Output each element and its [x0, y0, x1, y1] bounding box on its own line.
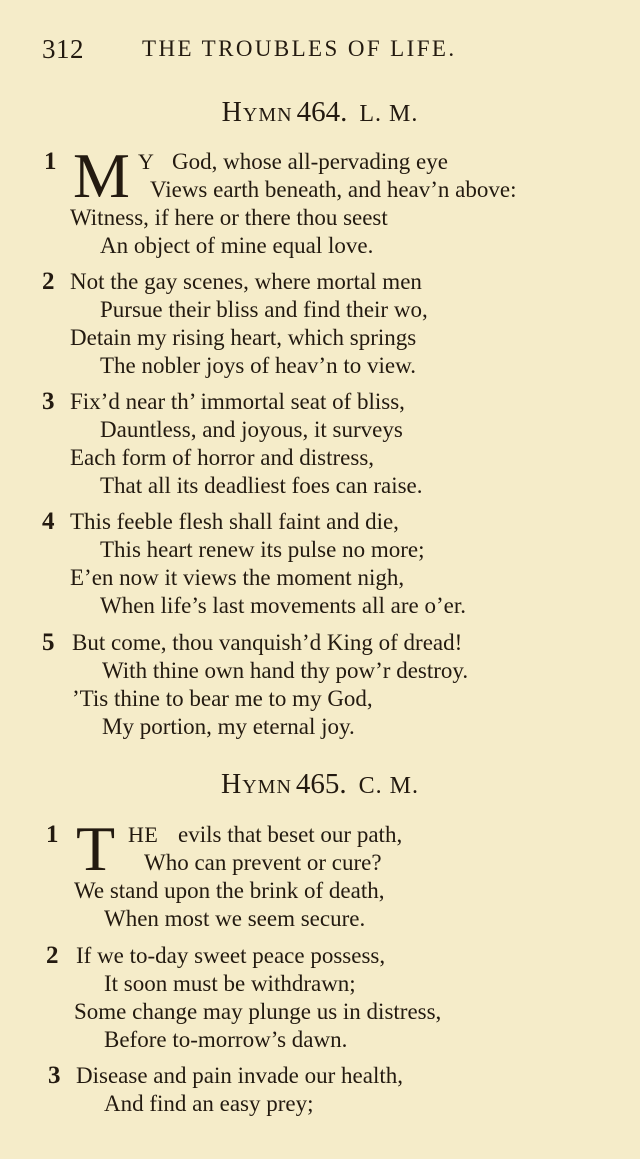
verse-line: ’Tis thine to bear me to my God,: [72, 686, 373, 711]
verse-line: An object of mine equal love.: [100, 233, 374, 258]
verse-number: 1: [44, 148, 57, 175]
hymn-word: Hymn: [221, 97, 293, 128]
running-title: THE TROUBLES OF LIFE.: [142, 36, 457, 61]
verse-line: We stand upon the brink of death,: [74, 878, 385, 903]
hymn-meter: C. M.: [358, 773, 419, 799]
hymn-meter: L. M.: [359, 101, 419, 127]
verse-line: My portion, my eternal joy.: [102, 714, 355, 739]
verse-line: Some change may plunge us in distress,: [74, 999, 442, 1024]
verse-line: This feeble flesh shall faint and die,: [70, 509, 399, 534]
drop-cap: T: [76, 813, 116, 884]
verse-line: God, whose all-pervading eye: [172, 149, 448, 174]
verse-line: Detain my rising heart, which springs: [70, 325, 417, 350]
verse-line: It soon must be withdrawn;: [104, 971, 356, 996]
verse-line: Witness, if here or there thou seest: [70, 205, 388, 230]
hymn-heading: [0, 768, 640, 801]
running-head: [42, 34, 602, 70]
verse-number: 3: [48, 1062, 61, 1089]
verse-line: The nobler joys of heav’n to view.: [100, 353, 416, 378]
page-number: 312: [42, 34, 84, 64]
verse-number: 3: [42, 388, 55, 415]
verse-line: And find an easy prey;: [104, 1091, 314, 1116]
verse-line: When life’s last movements all are o’er.: [100, 593, 466, 618]
verse-line: If we to-day sweet peace possess,: [76, 943, 386, 968]
verse-number: 2: [46, 942, 59, 969]
verse-line: Dauntless, and joyous, it surveys: [100, 417, 403, 442]
verse-number: 1: [46, 821, 59, 848]
verse-number: 4: [42, 508, 55, 535]
drop-cap-continuation: HE: [128, 822, 159, 847]
verse-line: evils that beset our path,: [178, 822, 403, 847]
hymn-word: Hymn: [221, 769, 292, 800]
verse-line: Pursue their bliss and find their wo,: [100, 297, 428, 322]
verse-line: Fix’d near th’ immortal seat of bliss,: [70, 389, 405, 414]
verse-line: Before to-morrow’s dawn.: [104, 1027, 348, 1052]
hymn-number: 465.: [295, 768, 347, 800]
hymn-number: 464.: [296, 96, 348, 128]
drop-cap: M: [73, 140, 130, 211]
verse-line: When most we seem secure.: [104, 906, 366, 931]
verse-number: 2: [42, 268, 55, 295]
verse-line: With thine own hand thy pow’r destroy.: [102, 658, 469, 683]
verse-line: But come, thou vanquish’d King of dread!: [72, 630, 463, 655]
hymn-heading: [0, 96, 640, 129]
verse-line: This heart renew its pulse no more;: [100, 537, 425, 562]
verse-line: Disease and pain invade our health,: [76, 1063, 403, 1088]
verse-line: Who can prevent or cure?: [144, 850, 382, 875]
verse-line: Not the gay scenes, where mortal men: [70, 269, 422, 294]
verse-line: Each form of horror and distress,: [70, 445, 375, 470]
verse-line: Views earth beneath, and heav’n above:: [150, 177, 517, 202]
verse-line: That all its deadliest foes can raise.: [100, 473, 423, 498]
verse-number: 5: [42, 629, 55, 656]
verse-line: E’en now it views the moment nigh,: [70, 565, 405, 590]
drop-cap-continuation: Y: [138, 149, 155, 174]
